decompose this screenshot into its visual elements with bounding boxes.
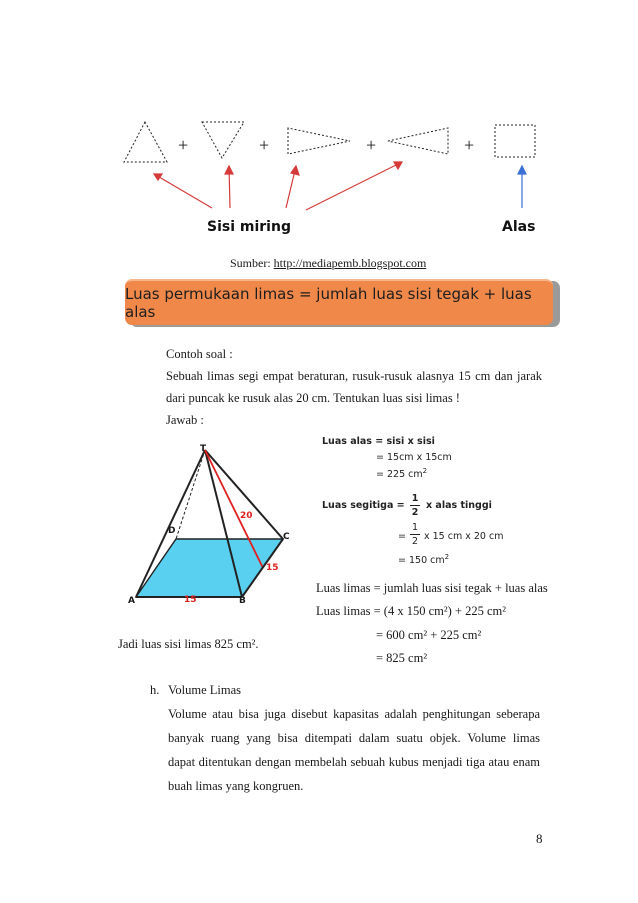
vertex-label-b: B bbox=[239, 596, 246, 606]
luas-segitiga-result bbox=[398, 553, 449, 566]
measure-base-15: 15 bbox=[184, 595, 197, 605]
source-caption bbox=[230, 256, 426, 271]
luas-alas-step bbox=[376, 467, 427, 480]
luas-alas-exp: 2 bbox=[422, 467, 428, 475]
calc-line: Luas limas = jumlah luas sisi tegak + luas alas bbox=[316, 581, 548, 595]
net-triangle-right bbox=[288, 128, 350, 154]
net-triangle-left bbox=[388, 128, 448, 154]
section-paragraph-line: dapat ditentukan dengan membelah sebuah kubus menjadi tiga atau enam bbox=[168, 755, 540, 769]
plus-sign: + bbox=[259, 135, 270, 155]
fraction-numerator: 1 bbox=[411, 522, 419, 533]
luas-segitiga-label: Luas segitiga = bbox=[322, 500, 405, 511]
plus-sign: + bbox=[464, 135, 475, 155]
plus-sign: + bbox=[178, 135, 189, 155]
calc-line: = 825 cm² bbox=[376, 651, 428, 665]
net-square-base bbox=[495, 125, 535, 157]
conclusion: Jadi luas sisi limas 825 cm². bbox=[118, 637, 259, 651]
fraction-numerator: 1 bbox=[411, 493, 419, 504]
fraction-denominator: 2 bbox=[411, 536, 419, 547]
source-prefix: Sumber: bbox=[230, 256, 274, 270]
vertex-label-c: C bbox=[283, 532, 290, 542]
luas-segitiga-step-eq: = bbox=[398, 531, 406, 542]
luas-alas-label: Luas alas = sisi x sisi bbox=[322, 436, 435, 447]
edge-td bbox=[176, 450, 205, 539]
luas-segitiga-step-fraction bbox=[410, 522, 420, 547]
vertex-label-a: A bbox=[128, 596, 135, 606]
calc-line: = 600 cm² + 225 cm² bbox=[376, 628, 482, 642]
example-heading: Contoh soal : bbox=[166, 347, 233, 361]
problem-line: dari puncak ke rusuk alas 20 cm. Tentukan luas sisi limas ! bbox=[166, 391, 460, 405]
luas-segitiga-step-tail: x 15 cm x 20 cm bbox=[424, 531, 504, 542]
section-marker: h. bbox=[150, 683, 160, 697]
plus-sign: + bbox=[366, 135, 377, 155]
luas-segitiga-result-exp: 2 bbox=[444, 553, 450, 561]
problem-line: Sebuah limas segi empat beraturan, rusuk-rusuk alasnya 15 cm dan jarak bbox=[166, 369, 542, 383]
fraction-bar bbox=[410, 505, 420, 506]
fraction-denominator: 2 bbox=[411, 507, 419, 518]
measure-slant-20: 20 bbox=[240, 511, 253, 521]
vertex-label-t: T bbox=[200, 444, 207, 454]
calc-line: Luas limas = (4 x 150 cm²) + 225 cm² bbox=[316, 604, 506, 618]
luas-segitiga-result-text: = 150 cm bbox=[398, 555, 445, 567]
vertex-label-d: D bbox=[168, 526, 176, 536]
luas-alas-step: = 15cm x 15cm bbox=[376, 452, 452, 463]
measure-side-15: 15 bbox=[266, 563, 279, 573]
pyramid-net-diagram bbox=[110, 110, 550, 220]
section-paragraph-line: banyak ruang yang bisa ditempati dalam suatu objek. Volume limas bbox=[168, 731, 540, 745]
source-link[interactable]: http://mediapemb.blogspot.com bbox=[273, 256, 427, 270]
section-paragraph-line: buah limas yang kongruen. bbox=[168, 779, 304, 793]
net-triangle-down bbox=[202, 122, 244, 158]
luas-segitiga-fraction bbox=[410, 493, 420, 518]
sisi-miring-label: Sisi miring bbox=[207, 219, 291, 235]
fraction-bar bbox=[410, 534, 420, 535]
alas-label: Alas bbox=[502, 219, 536, 235]
pyramid-figure bbox=[118, 438, 308, 610]
answer-label: Jawab : bbox=[166, 413, 204, 427]
page-number: 8 bbox=[536, 831, 543, 846]
net-triangle-up bbox=[124, 122, 167, 162]
luas-alas-result: = 225 cm bbox=[376, 469, 423, 481]
formula-banner-text: Luas permukaan limas = jumlah luas sisi tegak + luas alas bbox=[125, 285, 532, 321]
luas-segitiga-tail: x alas tinggi bbox=[426, 500, 492, 511]
formula-banner bbox=[125, 279, 553, 325]
section-title: Volume Limas bbox=[168, 683, 242, 697]
section-paragraph-line: Volume atau bisa juga disebut kapasitas adalah penghitungan seberapa bbox=[168, 707, 540, 721]
